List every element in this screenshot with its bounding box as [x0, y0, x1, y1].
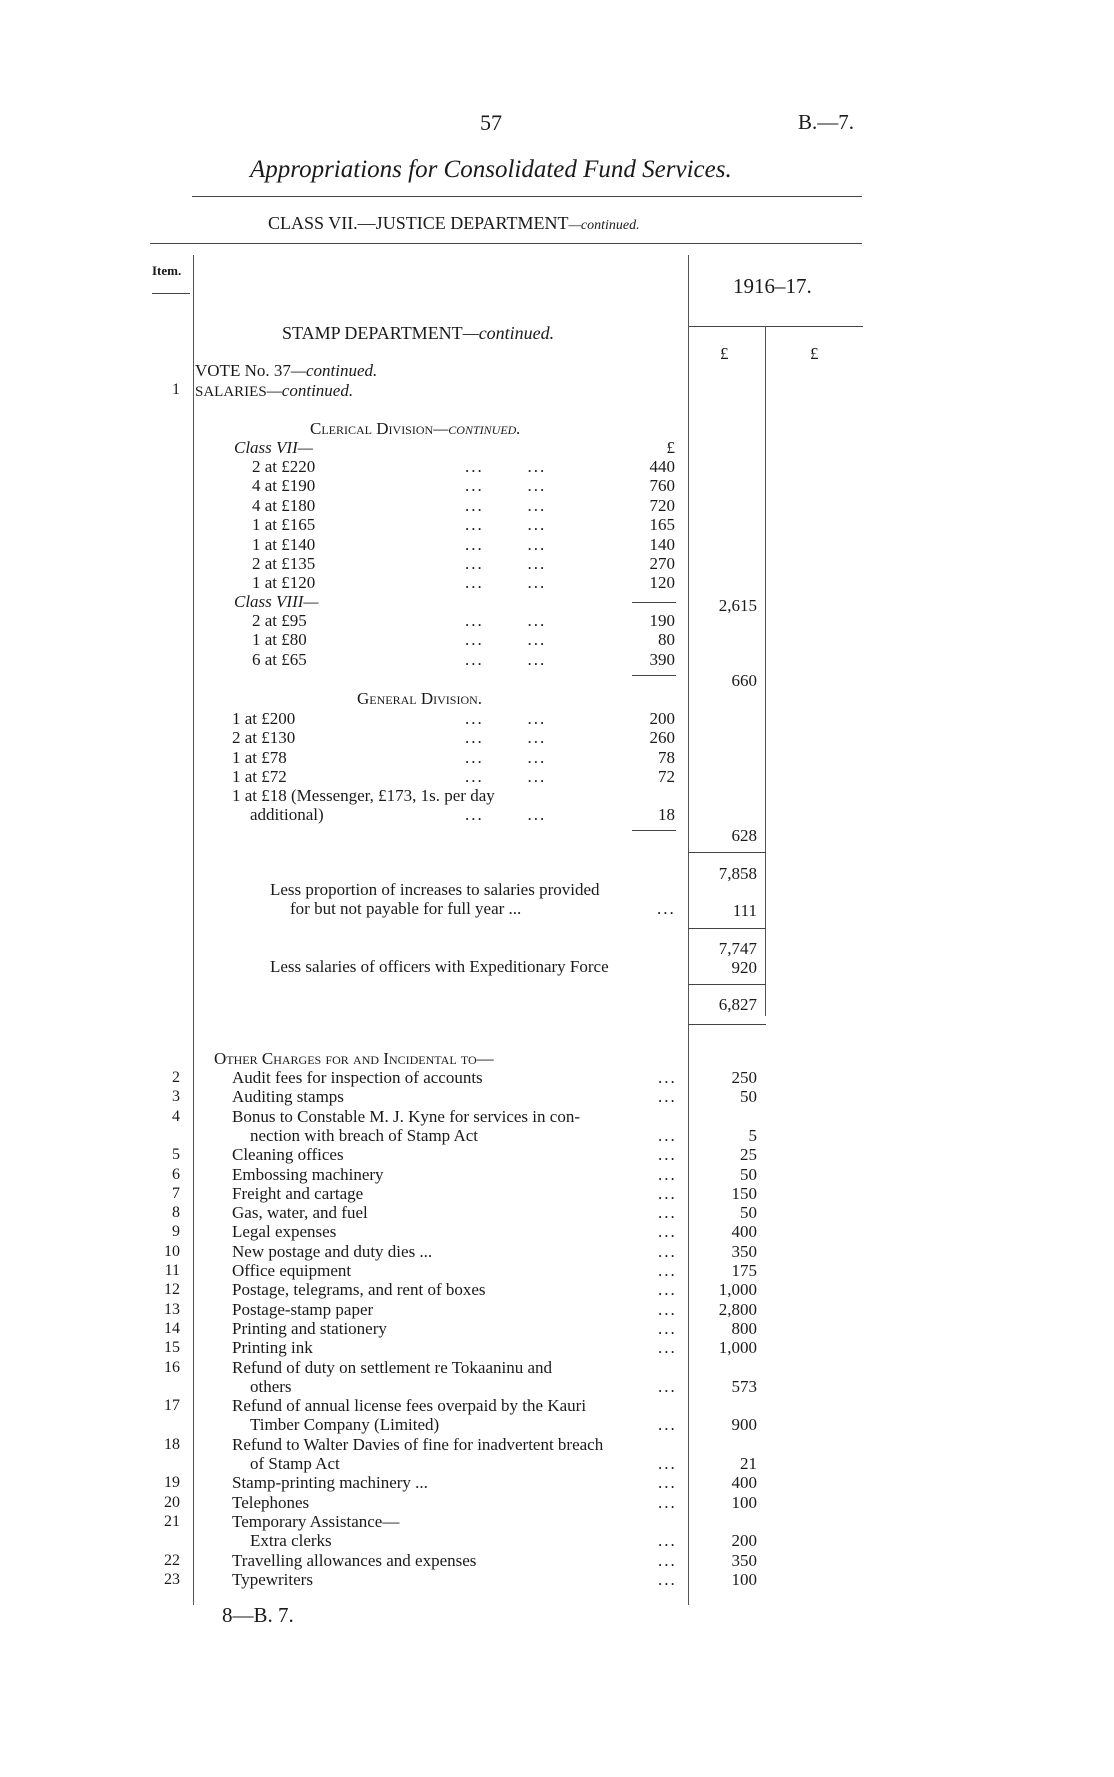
stamp-heading-text: STAMP DEPARTMENT: [282, 323, 463, 343]
class7-row-leader: ... ...: [465, 476, 547, 496]
item-number: 17: [164, 1397, 180, 1415]
charge-leader: ...: [658, 1241, 677, 1261]
class7-row-label: 4 at £180: [252, 495, 316, 515]
charge-description: Postage-stamp paper: [232, 1299, 374, 1319]
class7-row-label: 4 at £190: [252, 476, 316, 496]
class7-subtotal-rule: [632, 602, 676, 603]
charge-amount: 2,800: [718, 1299, 757, 1319]
class-heading-text: CLASS VII.—JUSTICE DEPARTMENT: [268, 213, 569, 233]
messenger-line-1: 1 at £18 (Messenger, £173, 1s. per day: [232, 786, 495, 805]
charge-leader: ...: [658, 1454, 677, 1473]
charge-amount: 100: [731, 1492, 757, 1512]
charge-leader: ...: [658, 1087, 677, 1107]
subtotal-2: 7,747: [718, 939, 757, 958]
salaries-continued: —continued.: [266, 381, 354, 400]
subtotal-1: 7,858: [718, 864, 757, 883]
item-number: 22: [164, 1551, 180, 1569]
class7-total: 2,615: [718, 596, 757, 615]
charge-description: Telephones: [232, 1492, 310, 1512]
class7-row-amount: 270: [649, 554, 675, 573]
charge-amount: 25: [740, 1145, 757, 1165]
charge-description: Stamp-printing machinery ...: [232, 1473, 428, 1493]
item-number: 11: [164, 1262, 180, 1279]
class8-row-leader: ... ...: [465, 630, 547, 650]
item-number: 10: [164, 1242, 180, 1260]
messenger-leader: ... ...: [465, 805, 547, 824]
subtotal2-rule: [688, 928, 766, 929]
charge-description: of Stamp Act: [250, 1454, 340, 1473]
salaries-heading: [195, 381, 353, 402]
page-title: Appropriations for Consolidated Fund Services.: [250, 156, 732, 183]
charge-description: Embossing machinery: [232, 1164, 384, 1184]
item-number: 9: [172, 1223, 180, 1241]
class8-row-label: 1 at £80: [252, 630, 307, 650]
general-row-label: 1 at £78: [232, 747, 287, 767]
total-top-rule: [688, 984, 766, 985]
charge-leader: ...: [658, 1318, 677, 1338]
charge-description: Office equipment: [232, 1261, 352, 1280]
charge-leader: ...: [658, 1569, 677, 1589]
year-column-header: 1916–17.: [733, 274, 812, 298]
item-number: 21: [164, 1512, 180, 1530]
charge-description: Refund of duty on settlement re Tokaaninu and: [232, 1357, 553, 1377]
charge-leader: ...: [658, 1125, 677, 1145]
item-number: 3: [172, 1088, 180, 1106]
general-division-heading: General Division.: [357, 689, 483, 708]
general-row-label: 1 at £72: [232, 767, 287, 787]
item-column-rule: [193, 255, 194, 1605]
clerical-division-heading: [310, 419, 521, 438]
item-number: 8: [172, 1204, 180, 1222]
general-row-label: 2 at £130: [232, 728, 296, 748]
class8-row-amount: 390: [649, 649, 675, 669]
other-charges-heading: Other Charges for and Incidental to—: [214, 1049, 494, 1068]
class7-row-label: 1 at £165: [252, 515, 316, 535]
item-number: 12: [164, 1281, 180, 1299]
charge-description: Auditing stamps: [232, 1087, 344, 1107]
general-total: 628: [731, 826, 757, 845]
general-row-leader: ... ...: [465, 728, 547, 748]
charge-amount: 900: [731, 1415, 757, 1435]
item-number: 6: [172, 1165, 180, 1183]
less-increases-line-2: for but not payable for full year ...: [290, 899, 522, 918]
class8-row-amount: 80: [658, 630, 675, 650]
class8-label: Class VIII—: [234, 592, 319, 611]
charge-leader: ...: [658, 1261, 677, 1280]
charge-description: Printing and stationery: [232, 1318, 387, 1338]
currency-header-2: £: [810, 344, 819, 363]
salaries-text: SALARIES: [195, 384, 267, 400]
year-header-rule: [688, 326, 863, 327]
item-number: 5: [172, 1146, 180, 1164]
charge-description: Refund of annual license fees overpaid by the Kauri: [232, 1396, 587, 1416]
title-rule: [192, 196, 862, 197]
class8-row-leader: ... ...: [465, 649, 547, 669]
charge-leader: ...: [658, 1550, 677, 1570]
class7-row-leader: ... ...: [465, 515, 547, 535]
charge-description: Gas, water, and fuel: [232, 1203, 368, 1223]
charge-description: Printing ink: [232, 1338, 313, 1358]
charge-amount: 400: [731, 1222, 757, 1242]
class8-subtotal-rule: [632, 675, 676, 676]
charge-leader: ...: [658, 1280, 677, 1300]
charge-amount: 400: [731, 1473, 757, 1493]
general-row-leader: ... ...: [465, 747, 547, 767]
charge-leader: ...: [658, 1222, 677, 1242]
charge-amount: 250: [731, 1068, 757, 1087]
charge-amount: 1,000: [718, 1280, 757, 1300]
clerical-heading-text: Clerical Division: [310, 419, 434, 438]
class7-row-amount: 720: [649, 495, 675, 515]
charge-leader: ...: [658, 1299, 677, 1319]
class7-row-label: 2 at £135: [252, 554, 316, 573]
class7-row-amount: 120: [649, 573, 675, 593]
charge-description: others: [250, 1376, 292, 1396]
total-bottom-rule: [688, 1024, 766, 1025]
subtotal1-rule: [688, 852, 766, 853]
less-expeditionary-amount: 920: [731, 958, 757, 977]
charge-description: New postage and duty dies ...: [232, 1241, 433, 1261]
charge-leader: ...: [658, 1415, 677, 1435]
charge-amount: 175: [731, 1261, 757, 1280]
class-heading-continued: —continued.: [568, 218, 640, 233]
item-number: 15: [164, 1339, 180, 1357]
class7-label: Class VII—: [234, 438, 313, 457]
charge-description: Temporary Assistance—: [232, 1511, 400, 1531]
class7-row-amount: 760: [649, 476, 675, 496]
charge-leader: ...: [658, 1473, 677, 1493]
item-number: 7: [172, 1184, 180, 1202]
charge-leader: ...: [658, 1492, 677, 1512]
charge-amount: 800: [731, 1318, 757, 1338]
general-subtotal-rule: [632, 830, 676, 831]
item-number: 16: [164, 1358, 180, 1376]
less-increases-amount: 111: [732, 901, 757, 920]
charge-description: Postage, telegrams, and rent of boxes: [232, 1280, 486, 1300]
charge-leader: ...: [658, 1531, 677, 1551]
vote-heading: [195, 361, 377, 380]
item-header-rule: [152, 293, 190, 294]
charge-description: Timber Company (Limited): [250, 1415, 440, 1435]
amount-column-mid-rule: [765, 326, 766, 1016]
charge-description: Bonus to Constable M. J. Kyne for services in con-: [232, 1106, 580, 1126]
class8-row-label: 2 at £95: [252, 611, 307, 630]
charge-amount: 50: [740, 1087, 757, 1107]
general-row-amount: 200: [649, 709, 675, 728]
class7-row-amount: 140: [649, 534, 675, 554]
charge-amount: 21: [740, 1454, 757, 1473]
class7-row-label: 1 at £120: [252, 573, 316, 593]
item-number: 2: [172, 1069, 180, 1086]
charge-amount: 200: [731, 1531, 757, 1551]
item-number: 19: [164, 1474, 180, 1492]
class7-row-leader: ... ...: [465, 573, 547, 593]
clerical-heading-continued: —continued.: [433, 419, 521, 438]
charge-description: Freight and cartage: [232, 1183, 364, 1203]
charge-leader: ...: [658, 1164, 677, 1184]
class-heading: [268, 213, 640, 234]
vote-continued: —continued.: [290, 361, 378, 380]
clerical-currency: £: [666, 438, 675, 457]
class7-row-leader: ... ...: [465, 534, 547, 554]
general-row-amount: 78: [658, 747, 675, 767]
less-expeditionary: Less salaries of officers with Expeditionary Force: [270, 957, 609, 976]
charge-amount: 50: [740, 1164, 757, 1184]
general-row-leader: ... ...: [465, 767, 547, 787]
page-number: 57: [480, 110, 502, 135]
charge-amount: 150: [731, 1183, 757, 1203]
charge-leader: ...: [658, 1338, 677, 1358]
amount-column-left-rule: [688, 255, 689, 1605]
charge-description: Cleaning offices: [232, 1145, 344, 1165]
class7-row-leader: ... ...: [465, 495, 547, 515]
charge-amount: 50: [740, 1203, 757, 1223]
class8-total: 660: [731, 671, 757, 690]
charge-description: Extra clerks: [250, 1531, 332, 1551]
document-reference: B.—7.: [798, 110, 855, 134]
stamp-department-heading: [282, 324, 554, 343]
charge-description: Legal expenses: [232, 1222, 337, 1242]
item-number: 14: [164, 1319, 180, 1337]
class7-row-leader: ... ...: [465, 554, 547, 573]
salaries-total: 6,827: [718, 995, 757, 1014]
charge-description: Travelling allowances and expenses: [232, 1550, 477, 1570]
messenger-amount: 18: [658, 805, 675, 824]
charge-amount: 573: [731, 1376, 757, 1396]
charge-amount: 350: [731, 1550, 757, 1570]
charge-description: Audit fees for inspection of accounts: [232, 1068, 483, 1087]
charge-description: nection with breach of Stamp Act: [250, 1125, 479, 1145]
charge-description: Refund to Walter Davies of fine for inadvertent breach: [232, 1434, 604, 1454]
charge-leader: ...: [658, 1068, 677, 1087]
charge-leader: ...: [658, 1145, 677, 1165]
item-number: 18: [164, 1435, 180, 1453]
class8-row-label: 6 at £65: [252, 649, 307, 669]
general-row-amount: 260: [649, 728, 675, 748]
less-increases-leader: ...: [657, 899, 676, 918]
charge-amount: 5: [748, 1125, 757, 1145]
item-number: 13: [164, 1300, 180, 1318]
item-number: 4: [172, 1107, 180, 1125]
class8-row-leader: ... ...: [465, 611, 547, 630]
general-row-leader: ... ...: [465, 709, 547, 728]
vote-text: VOTE No. 37: [195, 361, 291, 380]
charge-amount: 1,000: [718, 1338, 757, 1358]
class7-row-label: 1 at £140: [252, 534, 316, 554]
item-number: 23: [164, 1570, 180, 1588]
item-column-header: Item.: [152, 263, 182, 278]
charge-leader: ...: [658, 1376, 677, 1396]
charge-description: Typewriters: [232, 1569, 313, 1589]
item-number: 20: [164, 1493, 180, 1511]
charge-leader: ...: [658, 1203, 677, 1223]
class7-row-label: 2 at £220: [252, 457, 316, 476]
general-row-amount: 72: [658, 767, 675, 787]
class7-row-amount: 165: [649, 515, 675, 535]
class7-row-leader: ... ...: [465, 457, 547, 476]
messenger-line-2: additional): [250, 805, 324, 824]
charge-amount: 100: [731, 1569, 757, 1589]
stamp-heading-continued: —continued.: [462, 323, 555, 343]
page-footer: 8—B. 7.: [222, 1603, 294, 1627]
class7-row-amount: 440: [649, 457, 675, 476]
charge-leader: ...: [658, 1183, 677, 1203]
general-row-label: 1 at £200: [232, 709, 296, 728]
currency-header-1: £: [720, 344, 729, 363]
table-top-rule: [150, 243, 862, 244]
class8-row-amount: 190: [649, 611, 675, 630]
less-increases-line-1: Less proportion of increases to salaries provided: [270, 880, 600, 899]
item-number: 1: [172, 381, 180, 398]
charge-amount: 350: [731, 1241, 757, 1261]
